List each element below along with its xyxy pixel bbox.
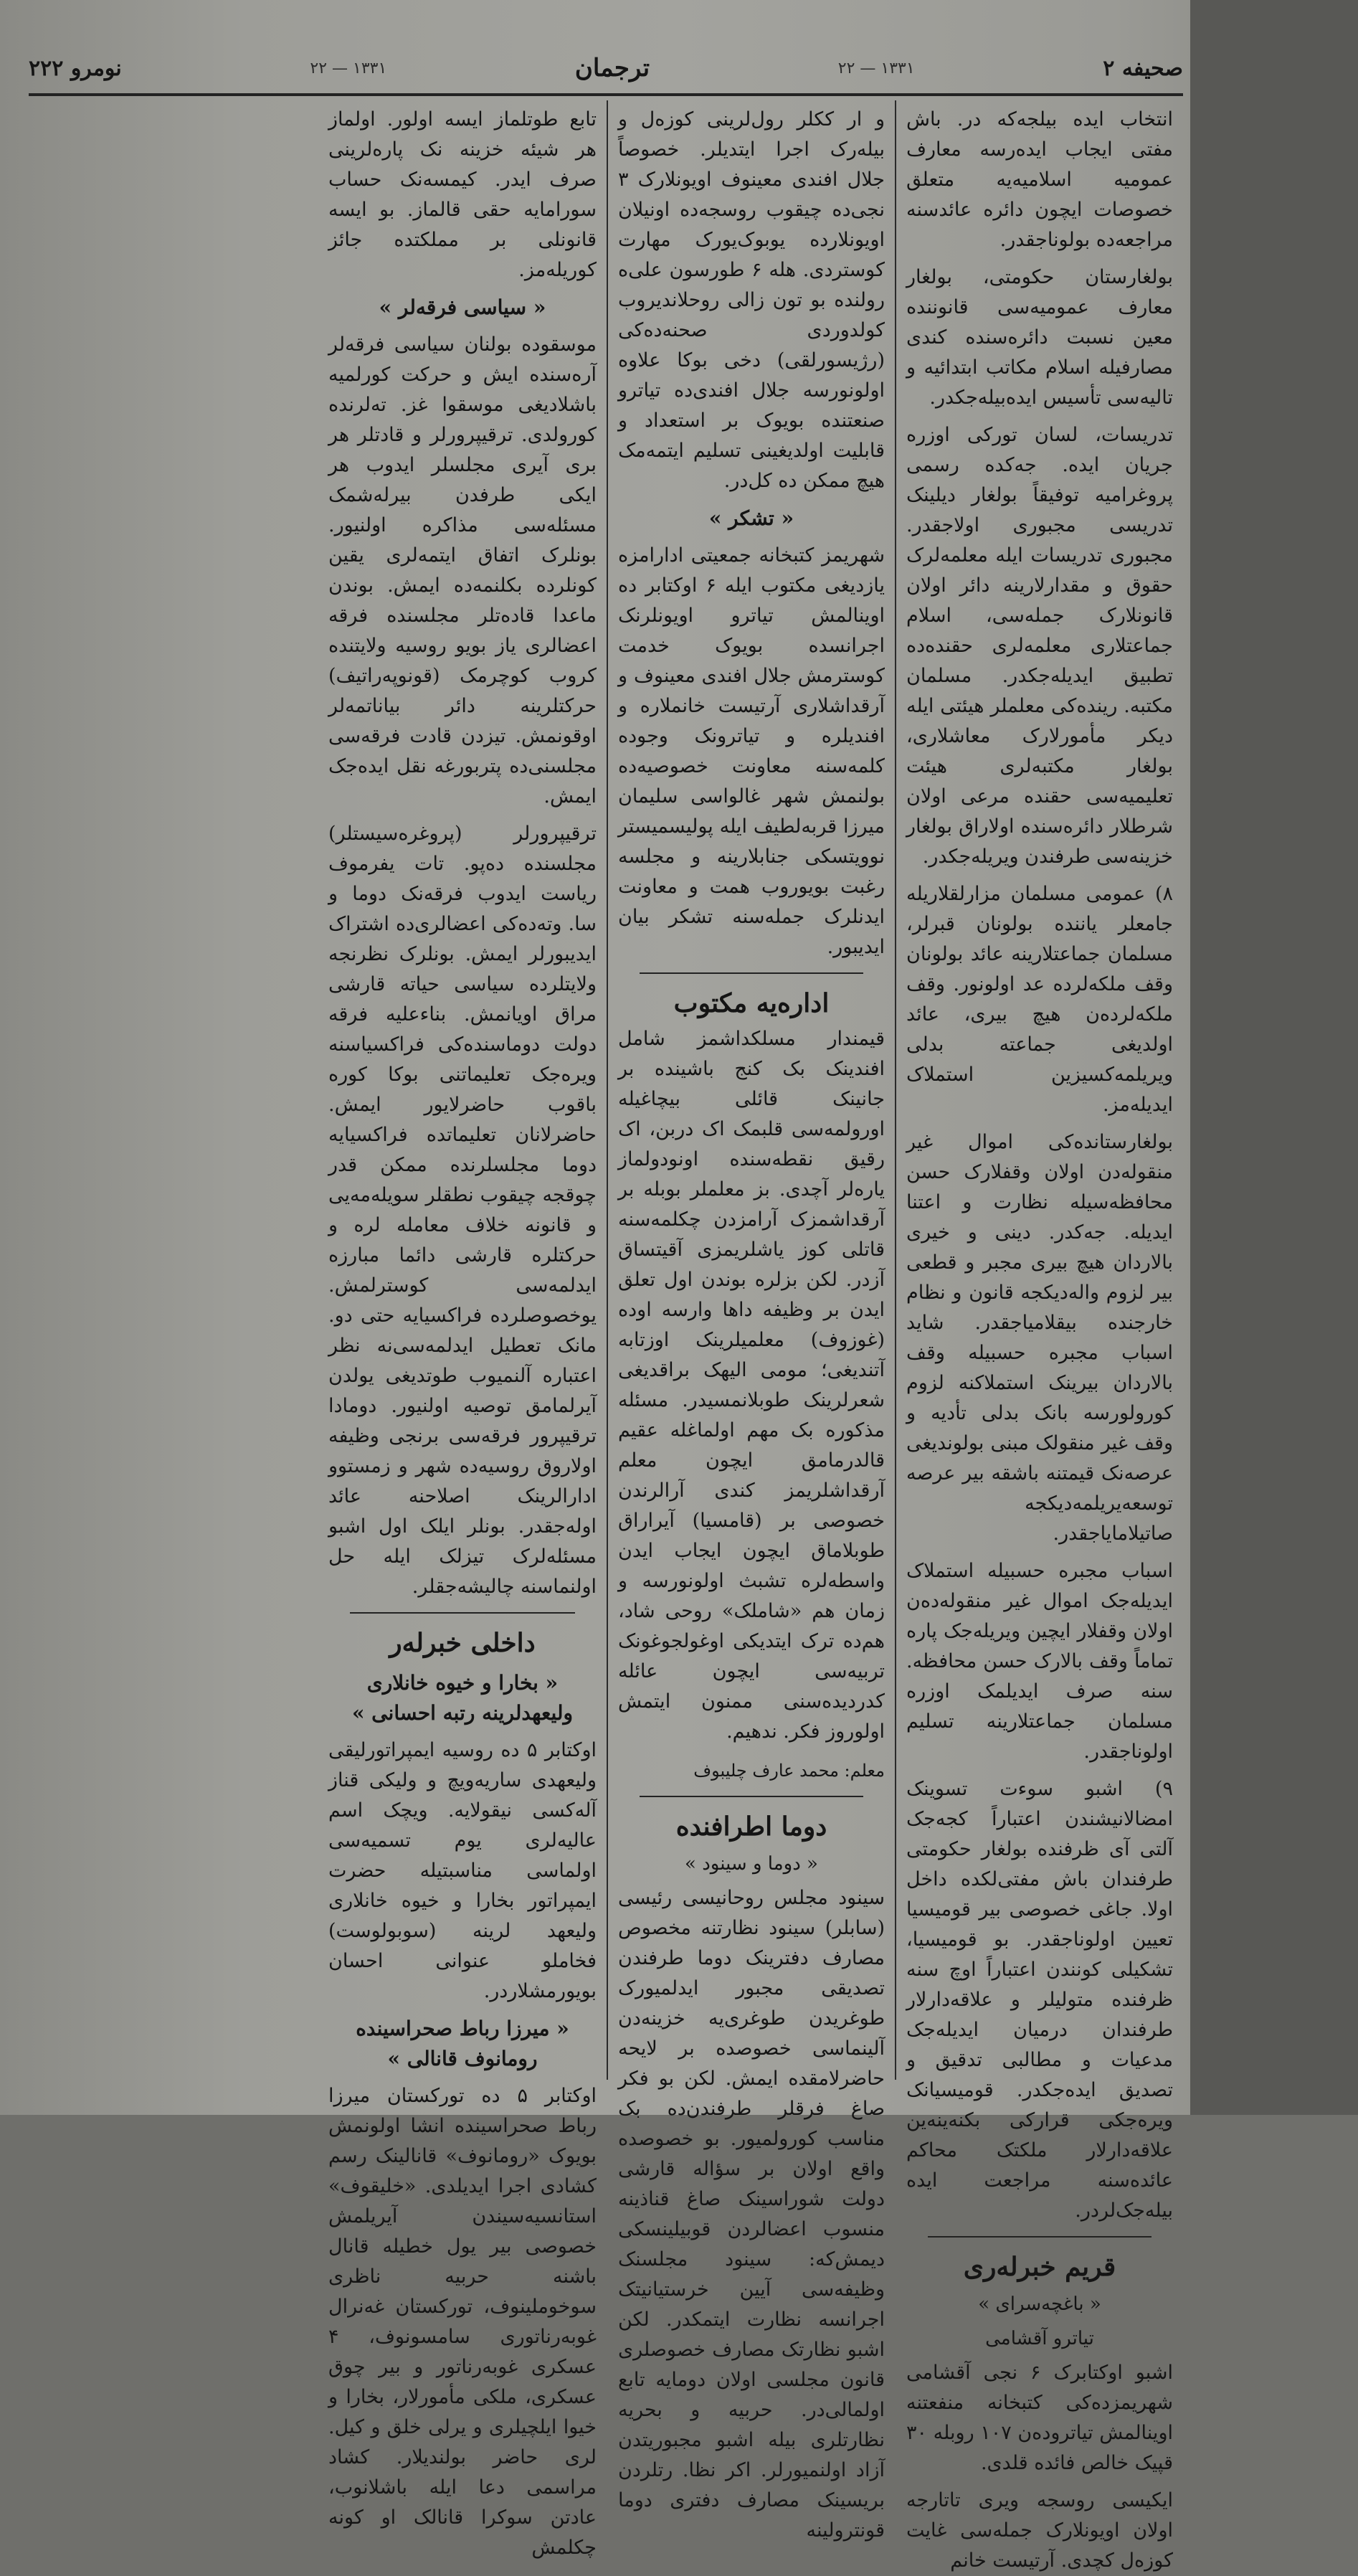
subheading: « تشکر » bbox=[708, 506, 794, 530]
paragraph: اوکتابر ۵ ده تورکستان میرزا رباط صحراسینده انشا اولونمش بویوک «رومانوف» قانالینک رسم کشادی اجرا ایدیلدی. «خلیقوف» استانسیه‌سیندن آیریلمش خصوصی بیر یول خطیله قانال باشنه حربیه ناظری سوخوملینوف، تورکستان غه‌نرال غوبه‌رناتوری سامسونوف، ۴ عسکری غوبه‌رناتور و بیر چوق عسکری، ملکی مأمورلار، بخارا و خیوا ایلچیلری و یرلی خلق و کیل. لری حاضر بولندیلار. کشاد مراسمی دعا ایله باشلانوب، عادتن سوکرا قانالک او کونه چکلمش bbox=[328, 2085, 597, 2559]
subheading: « میرزا رباط صحراسینده رومانوف قانالی » bbox=[356, 2017, 569, 2070]
paragraph: سینود مجلس روحانیسی رئیسی (سابلر) سینود نظارتنه مخصوص مصارف دفترینک دوما طرفندن تصدیقی مجبور ایدلمیورک طوغریدن طوغری‌یه خزینه‌دن آلینماسی خصوصده بر لایحه حاضرلامقده ایمش. لکن بو فکر صاغ فرقلر طرفندن‌ده بک مناسب کورولمیور. بو خصوصده واقع اولان بر سؤاله قارشی دولت شوراسینک صاغ قناذینه منسوب اعضالردن قوبیلینسکی دیمش‌که: سینود مجلسنک وظیفه‌سی آیین خرستیانیتک اجرانسه نظارت ایتمکدر. لکن اشبو نظارتک مصارف خصوصلری قانون مجلسی اولان دومایه تابع اولمالی‌در. حربیه و بحریه نظارتلری بیله اشبو مجبوریتدن آزاد اولنمیورلر. اکر نظا. رتلردن بریسینک مصارف دفتری دوما قونترولینه bbox=[618, 1887, 885, 2542]
section-title: دوما اطرافنده bbox=[675, 1812, 827, 1842]
paragraph: بولغارستانده‌کی اموال غیر منقوله‌دن اولان وقفلارک حسن محافظه‌سیله نظارت و اعتنا ایدیله. جه‌کدر. دینی و خیری بالاردان هیچ بیری مجبر و قطعی بیر لزوم واله‌دیکجه قانون و نظام خارجنده بیقلامیاجقدر. شاید اسباب مجبره حسبیله وقف بالاردان بیرینک استملاکنه لزوم کورولورسه بانک بدلی تأدیه و وقف غیر منقولک مبنی بولوندیغی عرصه‌نک قیمتنه باشقه بیر عرصه توسعه‌یریلمه‌دیکجه صاتیلامایاجقدر. bbox=[906, 1131, 1173, 1545]
page-label: صحیفه ۲ bbox=[1103, 55, 1183, 81]
paragraph: ایکیسی روسجه ویری تاتارجه اولان اویونلارک جمله‌سی غایت کوزه‌ل کچدی. آرتیست خانم bbox=[906, 2489, 1173, 2572]
date-line: ۱۳۳۱ — ۲۲ bbox=[837, 59, 915, 77]
paragraph: تابع طوتلماز ایسه اولور. اولماز هر شیئه خزینه نک پاره‌لرینی صرف ایدر. کیمسه‌نک حساب سورامایه حقی قالماز. بو ایسه قانونلی بر مملکتده جائز کوریله‌مز. bbox=[328, 108, 597, 281]
paragraph: شهریمز کتبخانه جمعیتی ادارامزه یازدیغی مکتوب ایله ۶ اوکتابر ده اوینالمش تیاترو اویونلرنک اجرانسده بویوک خدمت کوسترمش جلال افندی معینوف و آرقداشلاری آرتیست خانملاره و افندیلره و تیاترونک وجوده کلمه‌سنه معاونت خصوصیه‌ده بولنمش شهر غالواسی سلیمان میرزا قربه‌لطیف ایله پولیسمیستر نوویتسکی جنابلارینه و مجلسه رغبت بویوروب همت و معاونت ایدنلرک جمله‌سنه تشکر بیان ایدیبور. bbox=[618, 544, 885, 958]
subheading: « باغچه‌سرای » bbox=[978, 2293, 1101, 2315]
paragraph: ۸) عمومی مسلمان مزارلقلاریله جامعلر یاننده بولونان قبرلر، مسلمان جماعتلارینه عائد بولونان وقف ملکه‌لرده عد اولونور. وقف ملکه‌لرده‌ن هیچ بیری، عائد اولدیغی جماعته بدلی ویریلمه‌کسیزین استملاک ایدیله‌مز. bbox=[906, 883, 1173, 1116]
page-edge bbox=[1190, 0, 1358, 2115]
paragraph: انتخاب ایده بیلجه‌که در. باش مفتی ایجاب ایده‌رسه معارف عمومیه اسلامیه‌یه متعلق خصوصات ایچون دائره عائدسنه مراجعه‌ده بولوناجقدر. bbox=[906, 108, 1173, 251]
section-title: داخلی خبرله‌ر bbox=[389, 1628, 536, 1658]
subheading: « بخارا و خیوه خانلاری ولیعهدلرینه رتبه احسانی » bbox=[351, 1671, 574, 1725]
paragraph: موسقوده بولنان سیاسی فرقه‌لر آره‌سنده ایش و حرکت کورلمیه باشلادیغی موسقوا غز. ته‌لرنده کورولدی. ترقیپرورلر و قادتلر هر بری آیری مجلسلر ایدوب هر ایکی طرفدن بیرله‌شمک مسئله‌سی مذاکره اولنیور. بونلرک اتفاق ایتمه‌لری یقین کونلرده بکلنمه‌ده ایمش. بوندن ماعدا قاده‌تلر مجلسنده فرقه اعضالری یاز بویو روسیه ولایتنده کروب کوچرمک (قونوپه‌راتیف) حرکتلرینه دائر بیاناتمه‌لر اوقونمش. تیزدن قادت فرقه‌سی مجلسنی‌ده پتربورغه نقل ایده‌جک ایمش. bbox=[328, 333, 597, 808]
paragraph: تدریسات، لسان تورکی اوزره جریان ایده. جه‌کده رسمی پروغرامیه توفیقاً بولغار دیلینک تدریسی مجبوری اولاجقدر. مجبوری تدریسات ایله معلمه‌لرک حقوق و مقدارلارینه دائر اولان قانونلارک جمله‌سی، اسلام جماعتلاری معلمه‌لری حقنده‌ده تطبیق ایدیله‌جکدر. مسلمان مکتبه. رینده‌کی معلملر هیئتی ایله دیکر مأمورلارک معاشلاری، بولغار مکتبه‌لری هیئت تعلیمیه‌سی حقنده مرعی اولان شرطلار دائره‌سنده اولاراق بولغار خزینه‌سی طرفندن ویریله‌جکدر. bbox=[906, 424, 1173, 868]
paragraph: و ار ککلر رول‌لرینی کوزه‌ل و بیله‌رک اجرا ایتدیلر. خصوصاً جلال افندی معینوف اویونلارک ۳ نجی‌ده چیقوب روسجه‌ده اونیلان اویونلارده یوبوک‌یورک مهارت کوستردی. هله ۶ طورسون علی‌ه رولنده بو تون زالی روحلاندیروب کولدوردی صحنه‌ده‌کی (رژیسورلقی) دخی بوکا علاوه اولونورسه جلال افندی‌ده تیاترو صنعتنده بویوک بر استعداد و قابلیت اولدیغینی تسلیم ایتمه‌مک هیچ ممکن ده کل‌در. bbox=[618, 108, 885, 492]
issue-number: نومرو ۲۲۲ bbox=[29, 55, 122, 81]
divider bbox=[640, 1796, 863, 1797]
section-title: اداره‌یه مکتوب bbox=[673, 988, 830, 1018]
paragraph: اشبو اوکتابرک ۶ نجی آقشامی شهریمزده‌کی کتبخانه منفعتنه اوینالمش تیاتروده‌ن ۱۰۷ روبله ۳۰ قپیک خالص فائده قلدی. bbox=[906, 2362, 1173, 2474]
signature: معلم: محمد عارف چلیبوف bbox=[693, 1761, 885, 1781]
columns bbox=[29, 100, 1183, 2572]
masthead bbox=[29, 43, 1183, 96]
section-title: قریم خبرله‌ری bbox=[963, 2252, 1116, 2282]
subheading: تیاترو آقشامی bbox=[985, 2328, 1094, 2349]
divider bbox=[640, 972, 863, 974]
subheading: « دوما و سینود » bbox=[685, 1853, 818, 1875]
paragraph: ۹) اشبو سوءت تسوینک امضالانیشندن اعتباراً کجه‌جک آلتی آی ظرفنده بولغار حکومتی طرفندان باش مفتی‌لکده داخل اولا. جاغی خصوصی بیر قومیسیا تعیین اولوناجقدر. بو قومیسیا، تشکیلی کونندن اعتباراً اوچ سنه ظرفنده متولیلر و علاقه‌دارلار طرفندان درمیان ایدیله‌جک مدعیات و مطالبی تدقیق و تصدیق ایده‌جکدر. قومیسیانک ویره‌جکی قرارکی بکنه‌ینه‌ین علاقه‌دارلار ملکتک محاکم عائده‌سنه مراجعت ایده بیله‌جک‌لردر. bbox=[906, 1778, 1173, 2222]
paragraph: اسباب مجبره حسبیله استملاک ایدیله‌جک اموال غیر منقوله‌ده‌ن اولان وقفلار ایچین ویریله‌جک پاره تماماً وقف بالارک حسن محافظه. سنه صرف ایدیلمک اوزره مسلمان جماعتلارینه تسلیم اولوناجقدر. bbox=[906, 1560, 1173, 1763]
column-left bbox=[318, 100, 607, 2559]
paragraph: قیمندار مسلکداشمز شامل افندینک بک کنج باشینده بر جانینک قائلی بیچاغیله اورولمه‌سی قلبمک اک دربن، اک رقیق نقطه‌سنده اونودولماز یاره‌لر آچدی. بز معلملر بوبله بر آرقداشمزک آرامزدن چکلمه‌سنه قاتلی کوز یاشلریمزی آقیتساق آزدر. لکن بزلره بوندن اول تعلق ایدن بر وظیفه داها وارسه اوده (غوزوف) معلمیلرینک اوزتابه آتندیغی؛ مومی الیهک براقدیغی شعرلرینک طوبلانمسیدر. مسئله مذکوره بک مهم اولماغله عقیم قالدرمامق ایچون معلم آرقداشلریمز کندی آرالرندن خصوصی بر (قامسیا) آیراراق طوبلاماق ایچون ایجاب ایدن واسطه‌لره تشبث اولونورسه و زمان هم «شاملک» روحی شاد، هم‌ده ترک ایتدیکی اوغولجوغونک تربیه‌سی ایچون عائله کدردیده‌سنی ممنون ایتمش اولوروز فکر. ندهیم. bbox=[618, 1028, 885, 1743]
subheading: « سیاسی فرقه‌لر » bbox=[379, 295, 546, 319]
paragraph: اوکتابر ۵ ده روسیه ایمپراتورلیقی ولیعهدی ساریه‌ویچ و ولیکی قناز آله‌کسی نیقولایه. ویچک اسم عالیه‌لری یوم تسمیه‌سی اولماسی مناسبتیله حضرت ایمپراتور بخارا و خیوه خانلاری ولیعهد لرینه (سوبولوست) فخاملو عنوانی احسان بویورمشلاردر. bbox=[328, 1739, 597, 2002]
newspaper-title: ترجمان bbox=[574, 54, 650, 82]
divider bbox=[928, 2236, 1152, 2238]
paragraph: بولغارستان حکومتی، بولغار معارف عمومیه‌سی قانوننده معین نسبت دائره‌سنده کندی مصارفیله اسلام مکاتب ابتدائیه و تالیه‌سی تأسیس ایده‌بیله‌جکدر. bbox=[906, 266, 1173, 409]
paragraph: ترقیپرورلر (پروغره‌سیستلر) مجلسنده ده‌پو. تات یفرموف ریاست ایدوب فرقه‌نک دوما و سا. وته‌ده‌کی اعضالری‌ده اشتراک ایدیبورلر ایمش. بونلرک نظرنجه ولایتلرده سیاسی حیاته قارشی مراق اویانمش. بناءعلیه فرقه دولت دوماسنده‌کی فراکسیاسنه ویره‌جک تعلیماتنی بوکا کوره باقوب حاضرلایور ایمش. حاضرلانان تعلیماتده فراکسیایه دوما مجلسلرنده ممکن قدر چوقجه چیقوب نطقلر سویله‌مه‌یی و قانونه خلاف معامله لره و حرکتلره قارشی دائما مبارزه ایدلمه‌سی کوسترلمش. یوخصوصلرده فراکسیایه حتی دو. مانک تعطیل ایدلمه‌سی‌نه نظر اعتباره آلنمیوب طوتدیغی یولدن آیرلمامق توصیه اولنیور. دومادا ترقیپرور فرقه‌سی برنجی وظیفه اولاروق روسیه‌ده شهر و زمستوو ادارالرینک اصلاحنه عائد اوله‌جقدر. بونلر ایلک اول اشبو مسئله‌لرک تیزلک ایله حل اولنماسنه چالیشه‌جقلر. bbox=[328, 823, 597, 1598]
divider bbox=[350, 1612, 575, 1614]
date-line-2: ۱۳۳۱ — ۲۲ bbox=[310, 59, 387, 77]
column-middle bbox=[607, 100, 895, 2542]
column-right bbox=[895, 100, 1183, 2572]
